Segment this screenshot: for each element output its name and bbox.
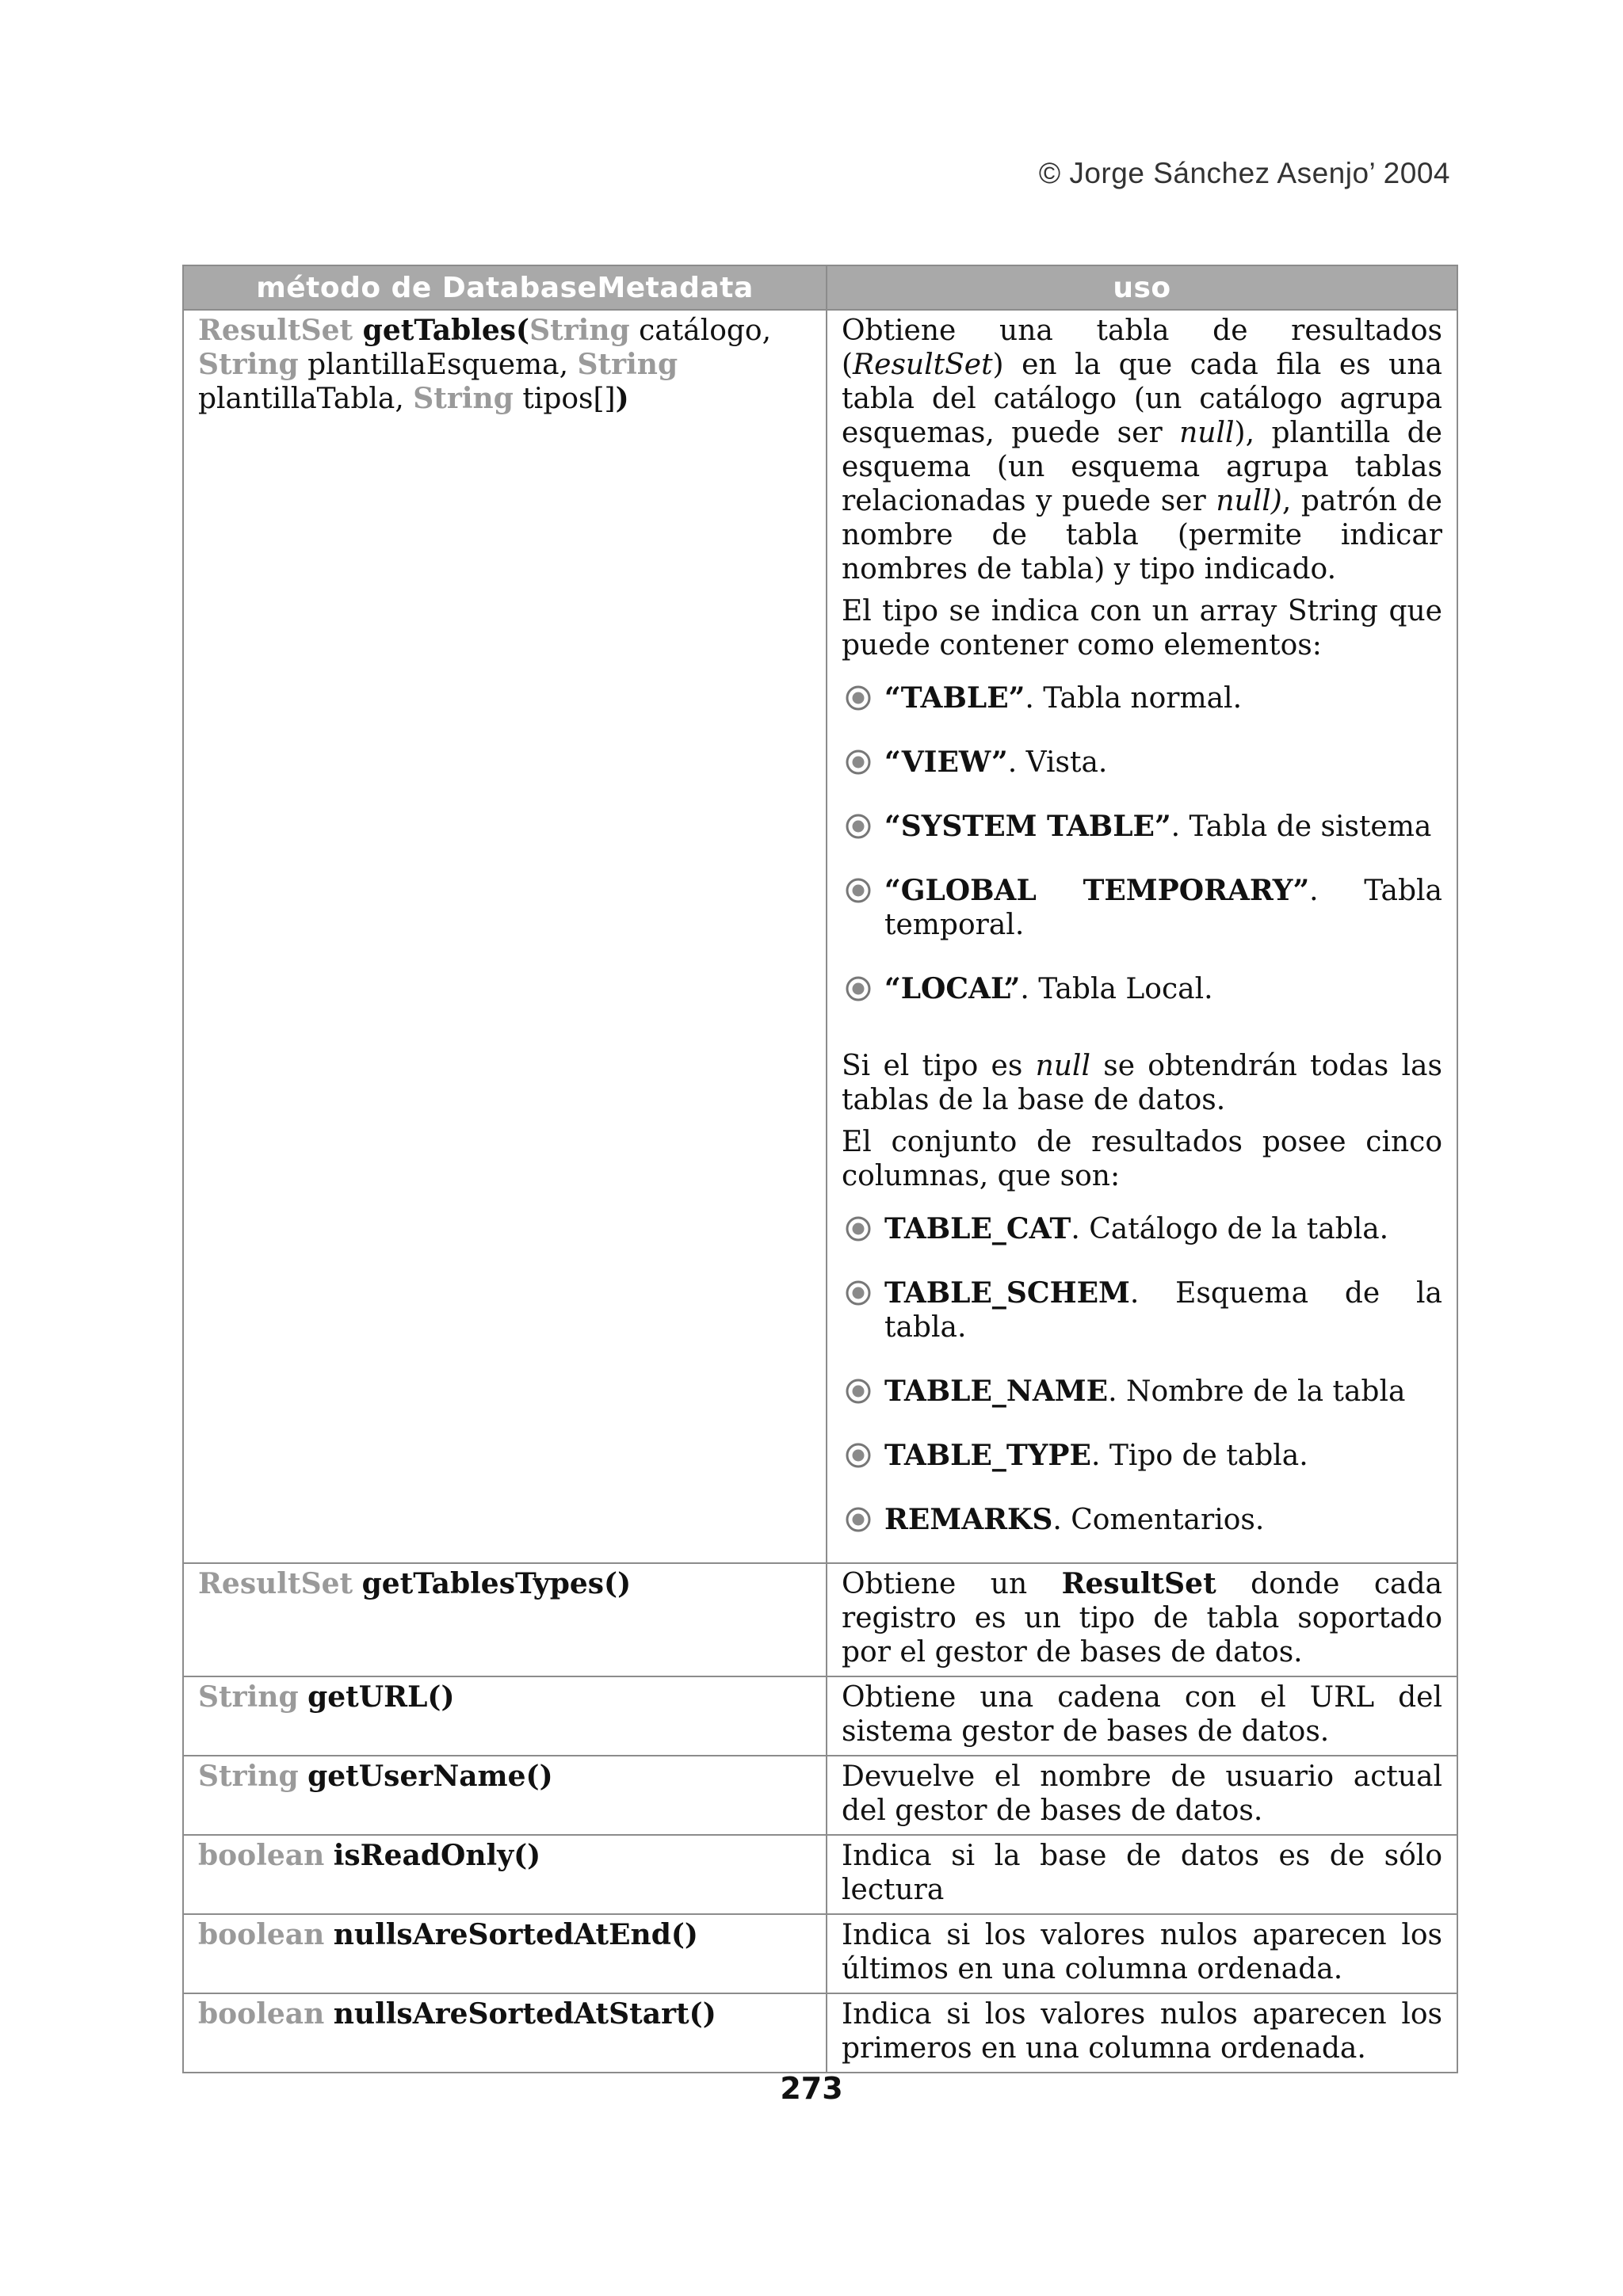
use-description: Obtiene una cadena con el URL del sistema gestor de bases de datos. <box>842 1681 1442 1748</box>
target-bullet-icon <box>845 813 872 840</box>
target-bullet-icon <box>845 1215 872 1242</box>
table-row <box>183 310 1457 1563</box>
list-item <box>842 1503 1442 1537</box>
method-signature <box>184 1994 826 2038</box>
param-name: catálogo, <box>629 315 772 347</box>
return-type: boolean <box>198 1918 325 1951</box>
paragraph <box>842 1049 1442 1117</box>
target-bullet-icon <box>845 1506 872 1533</box>
use-cell <box>827 1756 1457 1835</box>
return-type: String <box>198 1760 299 1793</box>
list-desc: . Tabla de sistema <box>1170 810 1432 843</box>
page-number: 273 <box>780 2071 843 2106</box>
spacer <box>842 1025 1442 1049</box>
paragraph: El tipo se indica con un array String que puede contener como elementos: <box>842 595 1442 662</box>
method-signature-gettables <box>184 311 826 422</box>
use-description <box>827 1564 1457 1676</box>
param-type: String <box>413 382 514 415</box>
list-desc: . Nombre de la tabla <box>1108 1375 1406 1408</box>
column-header-use: uso <box>827 265 1457 310</box>
text-run: Obtiene un <box>842 1568 1062 1600</box>
list-item <box>842 1439 1442 1473</box>
result-columns-list <box>842 1212 1442 1537</box>
target-bullet-icon <box>845 877 872 904</box>
method-name: isReadOnly() <box>333 1839 541 1872</box>
table-row <box>183 1993 1457 2073</box>
list-term: TABLE_NAME <box>884 1375 1109 1408</box>
table-row <box>183 1563 1457 1676</box>
target-bullet-icon <box>845 975 872 1002</box>
text-run-italic: ResultSet <box>853 349 993 381</box>
param-name: tipos[] <box>513 383 616 415</box>
param-name: plantillaTabla, <box>198 383 414 415</box>
text-run-bold: ResultSet <box>1061 1567 1216 1600</box>
list-item <box>842 810 1442 844</box>
list-item <box>842 1276 1442 1344</box>
table-row <box>183 1676 1457 1756</box>
text-run: Obtiene una tabla de resultados ( <box>842 315 1442 381</box>
list-item <box>842 746 1442 780</box>
list-term: “TABLE” <box>884 681 1025 715</box>
list-desc: . Tabla normal. <box>1025 682 1243 715</box>
target-bullet-icon <box>845 749 872 776</box>
method-name: nullsAreSortedAtStart() <box>333 1997 716 2031</box>
list-term: “LOCAL” <box>884 972 1021 1005</box>
table-row <box>183 1835 1457 1914</box>
column-header-method: método de DatabaseMetadata <box>183 265 827 310</box>
use-description: Devuelve el nombre de usuario actual del gestor de bases de datos. <box>842 1760 1442 1827</box>
list-desc: . Comentarios. <box>1052 1504 1265 1536</box>
use-description: Indica si la base de datos es de sólo lectura <box>842 1840 1442 1906</box>
use-cell <box>827 310 1457 1563</box>
text-run: , patrón de nombre de tabla (permite indicar nombres de tabla) y tipo indicado. <box>842 485 1442 585</box>
list-desc: . Catálogo de la tabla. <box>1071 1213 1389 1245</box>
use-cell <box>827 1914 1457 1993</box>
table-types-list <box>842 681 1442 1006</box>
method-cell <box>183 1914 827 1993</box>
param-name: plantillaEsquema, <box>298 349 578 381</box>
paragraph <box>842 314 1442 586</box>
return-type: boolean <box>198 1997 325 2031</box>
use-cell <box>827 1676 1457 1756</box>
list-item <box>842 681 1442 715</box>
list-desc: . Esquema de la tabla. <box>884 1277 1442 1344</box>
param-type: String <box>577 348 678 381</box>
list-term: TABLE_SCHEM <box>884 1276 1130 1310</box>
target-bullet-icon <box>845 1442 872 1469</box>
closing-paren: ) <box>615 382 629 415</box>
list-term: “GLOBAL TEMPORARY” <box>884 874 1310 907</box>
list-term: TABLE_CAT <box>884 1212 1071 1245</box>
databasemetadata-methods-table <box>182 265 1458 2073</box>
table-header-row <box>183 265 1457 310</box>
text-run: Si el tipo es <box>842 1050 1036 1082</box>
use-cell <box>827 1563 1457 1676</box>
text-run: ), plantilla de esquema (un esquema agrupa tablas relacionadas y puede ser <box>842 417 1442 517</box>
method-name: nullsAreSortedAtEnd() <box>333 1918 698 1951</box>
return-type: String <box>198 1680 299 1714</box>
list-item <box>842 1212 1442 1246</box>
param-type: String <box>529 314 630 347</box>
method-cell <box>183 1676 827 1756</box>
list-term: REMARKS <box>884 1503 1053 1536</box>
param-type: String <box>198 348 299 381</box>
text-run-italic: null <box>1179 417 1235 449</box>
list-desc: . Tabla Local. <box>1020 973 1213 1005</box>
method-name: getTablesTypes() <box>361 1567 632 1600</box>
method-cell <box>183 1993 827 2073</box>
list-item <box>842 874 1442 942</box>
text-run: ) en la que cada fila es una tabla del catálogo (un catálogo agrupa esquemas, puede ser <box>842 349 1442 449</box>
list-term: “SYSTEM TABLE” <box>884 810 1171 843</box>
page-header-copyright: © Jorge Sánchez Asenjo’ 2004 <box>1038 157 1450 189</box>
method-cell <box>183 1835 827 1914</box>
method-name: getURL() <box>307 1680 455 1714</box>
use-description-gettables <box>827 311 1457 1562</box>
method-cell <box>183 310 827 1563</box>
list-desc: . Vista. <box>1007 746 1108 779</box>
table-row <box>183 1914 1457 1993</box>
target-bullet-icon <box>845 1378 872 1405</box>
method-signature <box>184 1677 826 1721</box>
target-bullet-icon <box>845 685 872 711</box>
method-signature <box>184 1564 826 1608</box>
return-type: ResultSet <box>198 1567 353 1600</box>
text-run-italic: null) <box>1216 485 1282 517</box>
return-type: boolean <box>198 1839 325 1872</box>
text-run-italic: null <box>1035 1050 1090 1082</box>
use-cell <box>827 1993 1457 2073</box>
target-bullet-icon <box>845 1280 872 1306</box>
list-item <box>842 972 1442 1006</box>
list-desc: . Tipo de tabla. <box>1090 1440 1308 1472</box>
method-signature <box>184 1756 826 1800</box>
use-description: Indica si los valores nulos aparecen los últimos en una columna ordenada. <box>842 1919 1442 1985</box>
method-name: getUserName() <box>307 1760 553 1793</box>
use-description: Indica si los valores nulos aparecen los primeros en una columna ordenada. <box>842 1998 1442 2065</box>
text-run: se obtendrán todas las tablas de la base de datos. <box>842 1050 1442 1116</box>
text-run: donde cada registro es un tipo de tabla soportado por el gestor de bases de datos. <box>842 1568 1442 1669</box>
table-row <box>183 1756 1457 1835</box>
method-name: getTables( <box>353 314 530 347</box>
return-type: ResultSet <box>198 314 353 347</box>
list-item <box>842 1375 1442 1409</box>
list-term: TABLE_TYPE <box>884 1439 1091 1472</box>
method-signature <box>184 1836 826 1879</box>
method-cell <box>183 1563 827 1676</box>
method-cell <box>183 1756 827 1835</box>
paragraph: El conjunto de resultados posee cinco columnas, que son: <box>842 1126 1442 1192</box>
list-desc: . Tabla temporal. <box>884 875 1442 941</box>
list-term: “VIEW” <box>884 746 1008 779</box>
use-cell <box>827 1835 1457 1914</box>
method-signature <box>184 1915 826 1958</box>
